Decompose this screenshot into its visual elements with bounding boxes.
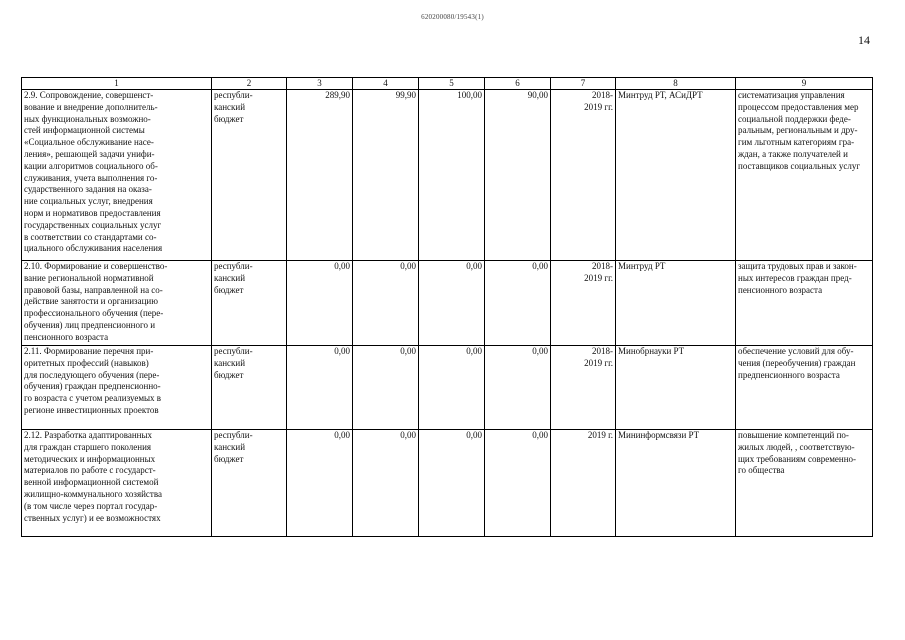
amount-2018-cell: 99,90	[353, 90, 419, 261]
page-number: 14	[858, 33, 870, 47]
funding-source-cell: республи- канский бюджет	[212, 346, 287, 430]
amount-2018-cell: 0,00	[353, 261, 419, 346]
funding-source-cell: республи- канский бюджет	[212, 90, 287, 261]
column-header: 9	[736, 78, 873, 90]
amount-2020-cell: 0,00	[485, 261, 551, 346]
total-amount-cell: 289,90	[287, 90, 353, 261]
program-measures-table	[21, 77, 873, 537]
period-cell: 2019 г.	[551, 430, 616, 537]
table-row	[22, 430, 873, 537]
column-number-row	[22, 78, 873, 90]
amount-2019-cell: 100,00	[419, 90, 485, 261]
column-header: 5	[419, 78, 485, 90]
table-row	[22, 346, 873, 430]
column-header: 8	[616, 78, 736, 90]
amount-2018-cell: 0,00	[353, 430, 419, 537]
executor-cell: Минтруд РТ, АСиДРТ	[616, 90, 736, 261]
expected-result-cell: повышение компетенций по- жилых людей, , соответствую- щих требованиям современно- го общества	[736, 430, 873, 537]
column-header: 1	[22, 78, 212, 90]
column-header: 4	[353, 78, 419, 90]
total-amount-cell: 0,00	[287, 261, 353, 346]
funding-source-cell: республи- канский бюджет	[212, 261, 287, 346]
period-cell: 2018- 2019 гг.	[551, 261, 616, 346]
column-header: 2	[212, 78, 287, 90]
column-header: 6	[485, 78, 551, 90]
amount-2019-cell: 0,00	[419, 346, 485, 430]
expected-result-cell: обеспечение условий для обу- чения (переобучения) граждан предпенсионного возраста	[736, 346, 873, 430]
executor-cell: Мининформсвязи РТ	[616, 430, 736, 537]
column-header: 7	[551, 78, 616, 90]
measure-cell: 2.9. Сопровождение, совершенст- вование и внедрение дополнитель- ных функциональных возможно- стей информационной системы «Социальное обслуживание насе- ления», решающей задачи унифи- кации алгоритмов социального об- служивания, учета выполнения го- сударственного задания на оказа- ние социальных услуг, внедрения норм и нормативов предоставления государственных социальных услуг в соответствии со стандартами со- циального обслуживания населения	[22, 90, 212, 261]
total-amount-cell: 0,00	[287, 430, 353, 537]
period-cell: 2018- 2019 гг.	[551, 90, 616, 261]
table-row	[22, 90, 873, 261]
amount-2019-cell: 0,00	[419, 261, 485, 346]
executor-cell: Минобрнауки РТ	[616, 346, 736, 430]
amount-2020-cell: 0,00	[485, 430, 551, 537]
expected-result-cell: систематизация управления процессом предоставления мер социальной поддержки феде- ральным, региональным и дру- гим льготным категориям гра- ждан, а также получателей и поставщиков социальных услуг	[736, 90, 873, 261]
table-row	[22, 261, 873, 346]
amount-2020-cell: 90,00	[485, 90, 551, 261]
funding-source-cell: республи- канский бюджет	[212, 430, 287, 537]
column-header: 3	[287, 78, 353, 90]
amount-2018-cell: 0,00	[353, 346, 419, 430]
document-id: 620200080/19543(1)	[421, 13, 484, 21]
expected-result-cell: защита трудовых прав и закон- ных интересов граждан пред- пенсионного возраста	[736, 261, 873, 346]
measure-cell: 2.12. Разработка адаптированных для граждан старшего поколения методических и информационных материалов по работе с государст- венной информационной системой жилищно-коммунального хозяйства (в том числе через портал государ- ственных услуг) и ее возможностях	[22, 430, 212, 537]
executor-cell: Минтруд РТ	[616, 261, 736, 346]
total-amount-cell: 0,00	[287, 346, 353, 430]
measure-cell: 2.11. Формирование перечня при- оритетных профессий (навыков) для последующего обучения (пере- обучения) граждан предпенсионно- го возраста с учетом реализуемых в регионе инвестиционных проектов	[22, 346, 212, 430]
amount-2020-cell: 0,00	[485, 346, 551, 430]
amount-2019-cell: 0,00	[419, 430, 485, 537]
period-cell: 2018- 2019 гг.	[551, 346, 616, 430]
measure-cell: 2.10. Формирование и совершенство- вание региональной нормативной правовой базы, направленной на со- действие занятости и организацию профессионального обучения (пере- обучения) лиц предпенсионного и пенсионного возраста	[22, 261, 212, 346]
